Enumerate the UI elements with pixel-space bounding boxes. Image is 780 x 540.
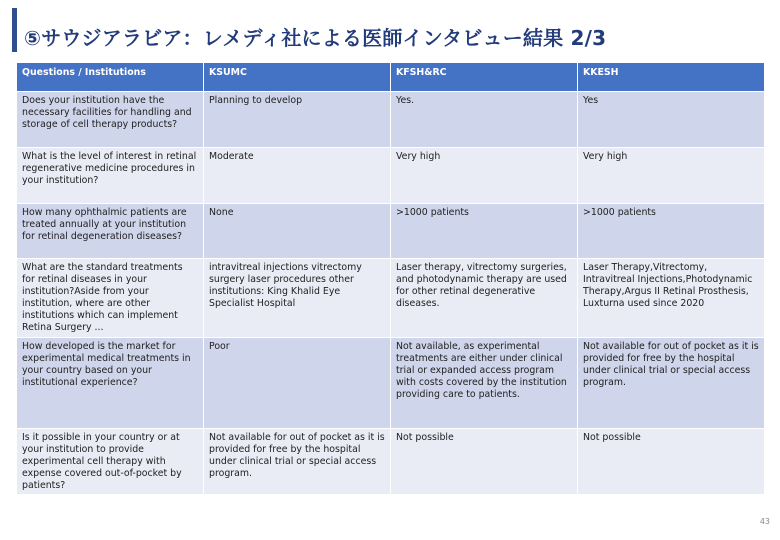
kkesh-cell: Yes: [578, 92, 765, 148]
question-cell: Is it possible in your country or at your institution to provide experimental cell therapy with expense covered out-of-pocket by patients?: [17, 429, 204, 495]
header-questions: Questions / Institutions: [17, 63, 204, 92]
kkesh-cell: Very high: [578, 148, 765, 204]
kfshrc-cell: >1000 patients: [391, 204, 578, 259]
kfshrc-cell: Yes.: [391, 92, 578, 148]
kkesh-cell: >1000 patients: [578, 204, 765, 259]
ksumc-cell: Poor: [204, 338, 391, 429]
table-row: [17, 259, 765, 338]
title-accent-bar: [12, 8, 17, 52]
kfshrc-cell: Very high: [391, 148, 578, 204]
question-cell: How developed is the market for experimental medical treatments in your country based on your institutional experience?: [17, 338, 204, 429]
table-row: [17, 204, 765, 259]
table-row: [17, 92, 765, 148]
question-cell: What is the level of interest in retinal regenerative medicine procedures in your institution?: [17, 148, 204, 204]
page-title: ⑤サウジアラビア：レメディ社による医師インタビュー結果 2/3: [24, 26, 607, 50]
table-row: [17, 429, 765, 495]
kkesh-cell: Not possible: [578, 429, 765, 495]
page-number: 43: [759, 517, 770, 526]
kfshrc-cell: Laser therapy, vitrectomy surgeries, and photodynamic therapy are used for other retinal degenerative diseases.: [391, 259, 578, 338]
ksumc-cell: Planning to develop: [204, 92, 391, 148]
kfshrc-cell: Not possible: [391, 429, 578, 495]
ksumc-cell: intravitreal injections vitrectomy surgery laser procedures other institutions: King Khalid Eye Specialist Hospital: [204, 259, 391, 338]
question-cell: How many ophthalmic patients are treated annually at your institution for retinal degeneration diseases?: [17, 204, 204, 259]
kkesh-cell: Laser Therapy,Vitrectomy, Intravitreal Injections,Photodynamic Therapy,Argus II Retinal Prosthesis, Luxturna used since 2020: [578, 259, 765, 338]
question-cell: Does your institution have the necessary facilities for handling and storage of cell therapy products?: [17, 92, 204, 148]
table-row: [17, 148, 765, 204]
kfshrc-cell: Not available, as experimental treatments are either under clinical trial or expanded access program with costs covered by the institution providing care to patients.: [391, 338, 578, 429]
question-cell: What are the standard treatments for retinal diseases in your institution?Aside from your institution, where are other institutions which can implement Retina Surgery ...: [17, 259, 204, 338]
kkesh-cell: Not available for out of pocket as it is provided for free by the hospital under clinical trial or special access program.: [578, 338, 765, 429]
ksumc-cell: Not available for out of pocket as it is provided for free by the hospital under clinical trial or special access program.: [204, 429, 391, 495]
table-header-row: [17, 63, 765, 92]
header-kfshrc: KFSH&RC: [391, 63, 578, 92]
ksumc-cell: None: [204, 204, 391, 259]
header-ksumc: KSUMC: [204, 63, 391, 92]
ksumc-cell: Moderate: [204, 148, 391, 204]
table-row: [17, 338, 765, 429]
header-kkesh: KKESH: [578, 63, 765, 92]
interview-results-table: [16, 62, 765, 495]
